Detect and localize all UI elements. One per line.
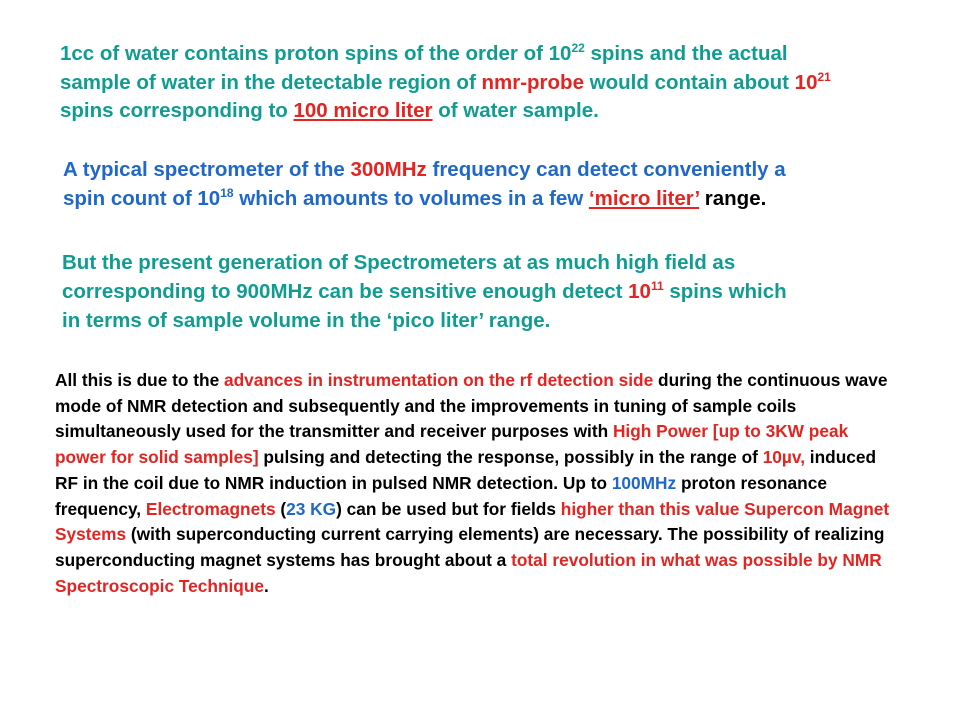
text-run: would contain about — [583, 70, 795, 94]
highlight-high-power: High Power [up to 3KW peak power for solid samples] — [55, 421, 849, 468]
power-base: 10 — [548, 42, 572, 65]
text-run: (with superconducting current carrying elements) are necessary. The possibility of realizing superconducting magnet systems has brought about a — [55, 524, 885, 570]
highlight-23kg: 23 KG — [286, 498, 337, 519]
text-run: induced RF in the coil due to NMR induction in pulsed NMR detection. Up to — [55, 447, 877, 493]
paragraph-900mhz-spectrometer — [62, 248, 802, 335]
text-run: pulsing and detecting the response, possibly in the range of — [258, 447, 763, 468]
exponent: 18 — [220, 186, 234, 200]
exponent: 11 — [650, 279, 664, 293]
text-run: 1cc of water contains proton spins of the order of — [60, 42, 549, 65]
highlight-advances: advances in instrumentation on the rf detection side — [223, 370, 654, 390]
highlight-100mhz: 100MHz — [611, 472, 677, 493]
exponent: 21 — [817, 69, 831, 84]
exponent: 22 — [571, 41, 585, 55]
power-base: 10 — [628, 280, 651, 303]
text-run: spins corresponding to — [60, 99, 294, 122]
text-run: proton resonance frequency, — [55, 472, 827, 519]
text-run: frequency can detect conveniently a spin count of — [63, 158, 786, 210]
paragraph-300mhz-spectrometer — [63, 155, 833, 213]
text-run: A typical spectrometer of the — [63, 158, 351, 181]
highlight-300mhz: 300MHz — [350, 158, 427, 181]
highlight-supercon: higher than this value Supercon Magnet Systems — [55, 498, 890, 545]
text-run: during the continuous wave mode of NMR detection and subsequently and the improvements in tuning of sample coils simultaneously used for the transmitter and receiver purposes with — [55, 370, 888, 442]
highlight-total-revolution: total revolution in what was possible by NMR Spectroscopic Technique — [55, 549, 882, 596]
highlight-100-micro-liter: 100 micro liter — [293, 99, 433, 122]
text-run: . — [264, 575, 269, 596]
power-base: 10 — [794, 70, 818, 94]
highlight-electromagnets: Electromagnets — [145, 498, 276, 519]
text-run: spins which in terms of sample volume in the ‘pico liter’ range. — [62, 280, 787, 332]
highlight-nmr-probe: nmr-probe — [481, 70, 584, 94]
text-run: But the present generation of Spectrometers at as much high field as corresponding to 900MHz can be sensitive enough detect — [62, 251, 736, 303]
paragraph-instrumentation-advances — [55, 368, 895, 599]
paragraph-spin-count-water — [60, 40, 860, 126]
text-run: spins and the actual sample of water in the detectable region of — [60, 42, 788, 94]
highlight-micro-liter: ‘micro liter’ — [588, 187, 700, 210]
text-run: ) can be used but for fields — [336, 498, 561, 519]
text-run: range. — [699, 187, 767, 210]
text-run: All this is due to the — [55, 370, 224, 390]
power-base: 10 — [197, 187, 221, 210]
text-run: which amounts to volumes in a few — [233, 187, 589, 210]
text-run: of water sample. — [432, 99, 599, 122]
highlight-10uv: 10µv, — [762, 447, 805, 468]
text-run: ( — [275, 498, 287, 519]
